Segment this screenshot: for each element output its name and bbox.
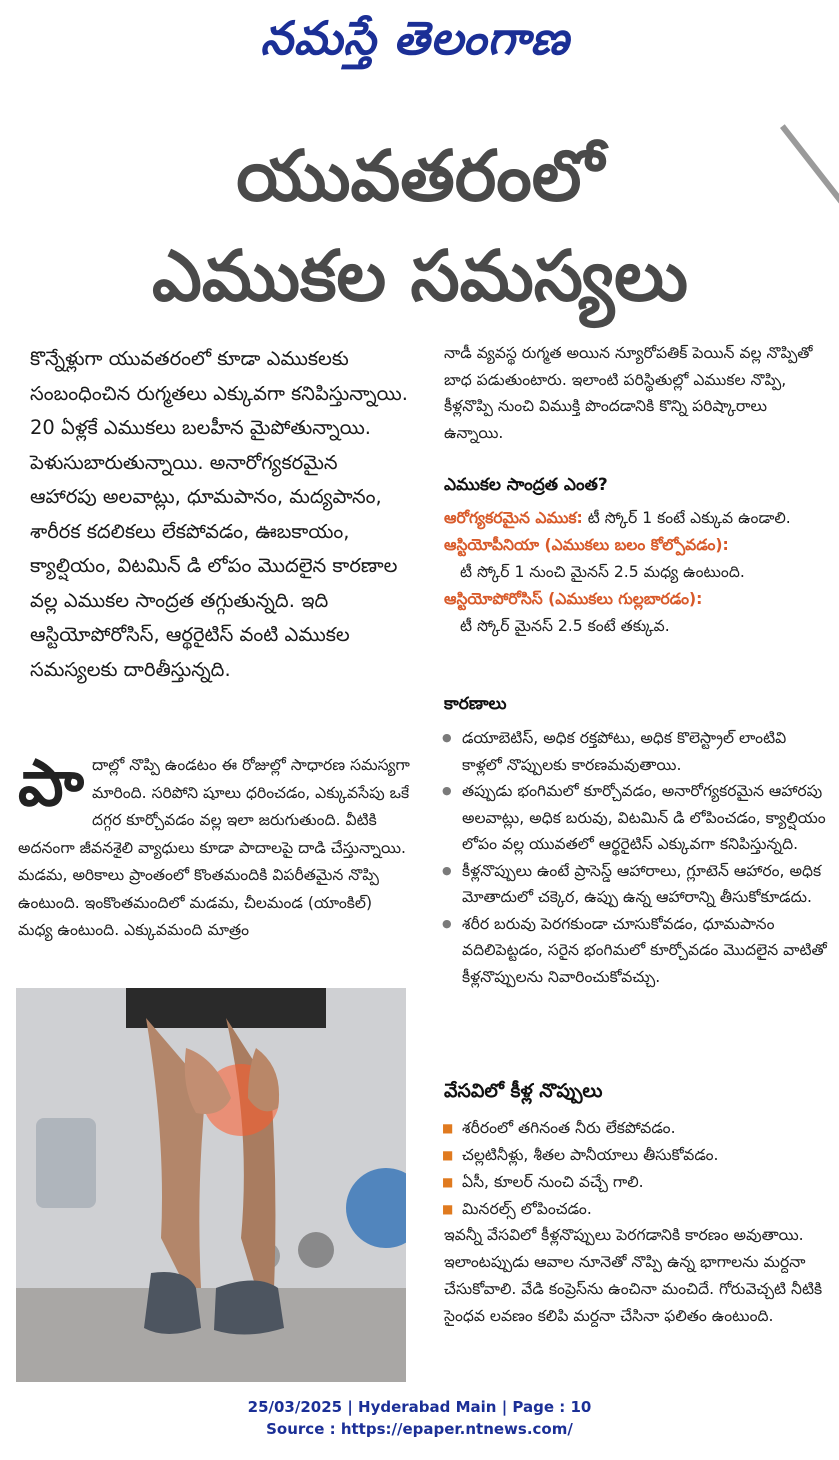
density-value: టీ స్కోర్ 1 నుంచి మైనస్ 2.5 మధ్య ఉంటుంది.: [460, 563, 745, 581]
footer: [0, 1396, 839, 1440]
left-column: [30, 342, 410, 687]
list-item: ■ చల్లటినీళ్లు, శీతల పానీయాలు తీసుకోవడం.: [440, 1142, 830, 1169]
headline-line-2: ఎముకల సమస్యలు: [151, 235, 689, 317]
list-item: ● డయాబెటిస్, అధిక రక్తపోటు, అధిక కొలెస్ట్రాల్ లాంటివి కాళ్లలో నొప్పులకు కారణమవుతాయి.: [440, 725, 830, 778]
dropcap-letter: పా: [18, 747, 84, 821]
list-item: ■ మినరల్స్ లోపించడం.: [440, 1196, 830, 1223]
density-item: [444, 532, 824, 586]
density-label: ఆస్టియోపోరోసిస్ (ఎముకలు గుల్లబారడం):: [444, 590, 703, 608]
masthead: [0, 0, 839, 80]
dropcap-text: దాల్లో నొప్పి ఉండటం ఈ రోజుల్లో సాధారణ సమస్యగా మారింది. సరిపోని షూలు ధరించడం, ఎక్కువసేపు ఒకే దగ్గర కూర్చోవడం వల్ల ఇలా జరుగుతుంది. వీటికి అదనంగా జీవనశైలి వ్యాధులు కూడా పాదాలపై దాడి చేస్తున్నాయి. మడమ, అరికాలు ప్రాంతంలో కొంతమందికి విపరీతమైన నొప్పి ఉంటుంది. ఇంకొంతమందిలో మడమ, చీలమండ (యాంకిల్) మధ్య ఉంటుంది. ఎక్కువమంది మాత్రం: [18, 756, 410, 939]
list-item: ● శరీర బరువు పెరగకుండా చూసుకోవడం, ధూమపానం వదిలిపెట్టడం, సరైన భంగిమలో కూర్చోవడం మొదలైన వాటితో కీళ్లనొప్పులను నివారించుకోవచ్చు.: [440, 911, 830, 991]
lead-paragraph: కొన్నేళ్లుగా యువతరంలో కూడా ఎముకలకు సంబంధించిన రుగ్మతలు ఎక్కువగా కనిపిస్తున్నాయి. 20 ఏళ్లకే ఎముకలు బలహీన మైపోతున్నాయి. పెళుసుబారుతున్నాయి. అనారోగ్యకరమైన ఆహారపు అలవాట్లు, ధూమపానం, మద్యపానం, శారీరక కదలికలు లేకపోవడం, ఊబకాయం, క్యాల్షియం, విటమిన్ డి లోపం మొదలైన కారణాల వల్ల ఎముకల సాంద్రత తగ్గుతున్నది. ఇది ఆస్టియోపోరోసిస్, ఆర్థరైటిస్ వంటి ఎముకల సమస్యలకు దారితీస్తున్నది.: [30, 347, 408, 681]
causes-list: [440, 725, 830, 990]
right-column: [444, 340, 824, 446]
density-value: టీ స్కోర్ మైనస్ 2.5 కంటే తక్కువ.: [460, 617, 670, 635]
dropcap-paragraph: [18, 747, 410, 945]
density-heading: ఎముకల సాంద్రత ఎంత?: [444, 475, 608, 495]
summer-paragraph: ఇవన్నీ వేసవిలో కీళ్లనొప్పులు పెరగడానికి కారణం అవుతాయి. ఇలాంటప్పుడు ఆవాల నూనెతో నొప్పి ఉన్న భాగాలను మర్దనా చేసుకోవాలి. వేడి కంప్రెస్‌ను ఉంచినా మంచిదే. గోరువెచ్చటి నీటికి సైంధవ లవణం కలిపి మర్దనా చేసినా ఫలితం ఉంటుంది.: [444, 1226, 823, 1325]
causes-heading: కారణాలు: [444, 694, 507, 714]
footer-date-edition: 25/03/2025 | Hyderabad Main | Page : 10: [247, 1398, 592, 1416]
decorative-slash: [780, 124, 839, 230]
density-label: ఆరోగ్యకరమైన ఎముక:: [444, 509, 583, 527]
density-value: టీ స్కోర్ 1 కంటే ఎక్కువ ఉండాలి.: [587, 509, 791, 527]
footer-source-link[interactable]: Source : https://epaper.ntnews.com/: [266, 1420, 573, 1438]
list-item: ● కీళ్లనొప్పులు ఉంటే ప్రాసెస్డ్ ఆహారాలు, గ్లూటెన్ ఆహారం, అధిక మోతాదులో చక్కెర, ఉప్పు ఉన్న ఆహారాన్ని తీసుకోకూడదు.: [440, 858, 830, 911]
list-item: ■ ఏసీ, కూలర్ నుంచి వచ్చే గాలి.: [440, 1169, 830, 1196]
density-item: [444, 586, 824, 640]
density-list: [444, 505, 824, 640]
summer-heading: వేసవిలో కీళ్ల నొప్పులు: [444, 1080, 603, 1102]
knee-pain-photo: [16, 988, 406, 1382]
density-label: ఆస్టియోపీనియా (ఎముకలు బలం కోల్పోవడం):: [444, 536, 729, 554]
headline: [60, 126, 780, 326]
list-item: ● తప్పుడు భంగిమలో కూర్చోవడం, అనారోగ్యకరమైన ఆహారపు అలవాట్లు, అధిక బరువు, విటమిన్ డి లోపించడం, క్యాల్షియం లోపం వల్ల యువతలో ఆర్థరైటిస్ ఎక్కువగా కనిపిస్తున్నది.: [440, 778, 830, 858]
summer-list: [440, 1115, 830, 1223]
density-item: [444, 505, 824, 532]
right-intro-paragraph: నాడీ వ్యవస్థ రుగ్మత అయిన న్యూరోపతిక్ పెయిన్ వల్ల నొప్పితో బాధ పడుతుంటారు. ఇలాంటి పరిస్థితుల్లో ఎముకల నొప్పి, కీళ్లనొప్పి నుంచి విముక్తి పొందడానికి కొన్ని పరిష్కారాలు ఉన్నాయి.: [444, 344, 813, 442]
headline-line-1: యువతరంలో: [236, 135, 604, 217]
newspaper-logo: నమస్తే తెలంగాణ: [260, 11, 570, 65]
list-item: ■ శరీరంలో తగినంత నీరు లేకపోవడం.: [440, 1115, 830, 1142]
knee-pain-illustration: [16, 988, 406, 1382]
